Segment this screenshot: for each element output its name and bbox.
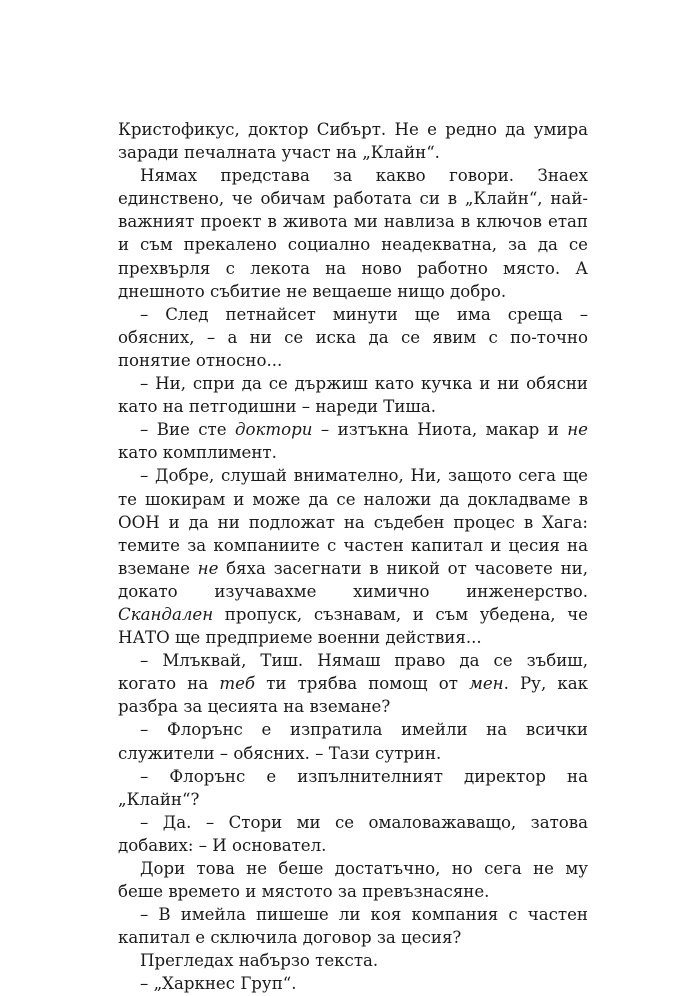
paragraph xyxy=(118,903,588,949)
text-run: Дори това не беше достатъчно, но сега не му беше времето и мястото за превъзнасяне. xyxy=(118,859,588,902)
text-run: бяха засегнати в никой от часовете ни, докато изучавахме химично инженерство. xyxy=(118,558,588,601)
text-run: – След петнайсет минути ще има среща – обясних, – а ни се иска да се явим с по-точно понятие относно... xyxy=(118,304,588,370)
italic-run: мен xyxy=(469,674,504,694)
paragraph xyxy=(118,303,588,372)
italic-run: доктори xyxy=(235,420,313,440)
body-text xyxy=(118,118,588,996)
paragraph xyxy=(118,949,588,972)
text-run: – Ни, спри да се държиш като кучка и ни обясни като на петгодишни – нареди Тиша. xyxy=(118,374,588,417)
text-run: като комплимент. xyxy=(118,443,277,463)
paragraph xyxy=(118,811,588,857)
text-run: . Ру, как разбра за цесията на вземане? xyxy=(118,674,588,717)
text-run: – Да. – Стори ми се омаловажаващо, затова добавих: – И основател. xyxy=(118,812,588,855)
paragraph xyxy=(118,418,588,464)
paragraph xyxy=(118,164,588,303)
text-run: Кристофикус, доктор Сибърт. Не е редно да умира заради печалната участ на „Клайн“. xyxy=(118,120,588,163)
paragraph xyxy=(118,765,588,811)
paragraph xyxy=(118,718,588,764)
text-run: – изтъкна Ниота, макар и xyxy=(312,420,568,440)
paragraph xyxy=(118,857,588,903)
italic-run: теб xyxy=(219,674,256,694)
text-run: Прегледах набързо текста. xyxy=(140,951,379,971)
text-run: – В имейла пишеше ли коя компания с частен капитал е сключила договор за цесия? xyxy=(118,905,588,948)
italic-run: не xyxy=(567,420,588,440)
text-run: – Добре, слушай внимателно, Ни, защото сега ще те шокирам и може да се наложи да докладваме в ООН и да ни подложат на съдебен процес в Хага: темите за компаниите с частен капитал и цесия на вземане xyxy=(118,466,588,578)
italic-run: Скандален xyxy=(118,604,214,624)
text-run: – Млъквай, Тиш. Нямаш право да се зъбиш, когато на xyxy=(118,651,588,694)
italic-run: не xyxy=(197,558,219,578)
paragraph xyxy=(118,464,588,649)
paragraph xyxy=(118,372,588,418)
paragraph xyxy=(118,972,588,995)
text-run: ти трябва помощ от xyxy=(255,674,470,694)
text-run: Нямах представа за какво говори. Знаех единствено, че обичам работата си в „Клайн“, най-важният проект в живота ми навлиза в ключов етап и съм прекалено социално неадекватна, за да се прехвърля с лекота на ново работно място. А днешното събитие не вещаеше нищо добро. xyxy=(118,166,588,301)
text-run: – Флорънс е изпратила имейли на всички служители – обясних. – Тази сутрин. xyxy=(118,720,588,763)
text-run: – Флорънс е изпълнителният директор на „Клайн“? xyxy=(118,766,588,809)
text-run: – Вие сте xyxy=(140,420,236,440)
paragraph xyxy=(118,118,588,164)
text-run: – „Харкнес Груп“. xyxy=(140,974,297,994)
text-run: пропуск, съзнавам, и съм убедена, че НАТО ще предприеме военни действия... xyxy=(118,604,588,648)
paragraph xyxy=(118,649,588,718)
